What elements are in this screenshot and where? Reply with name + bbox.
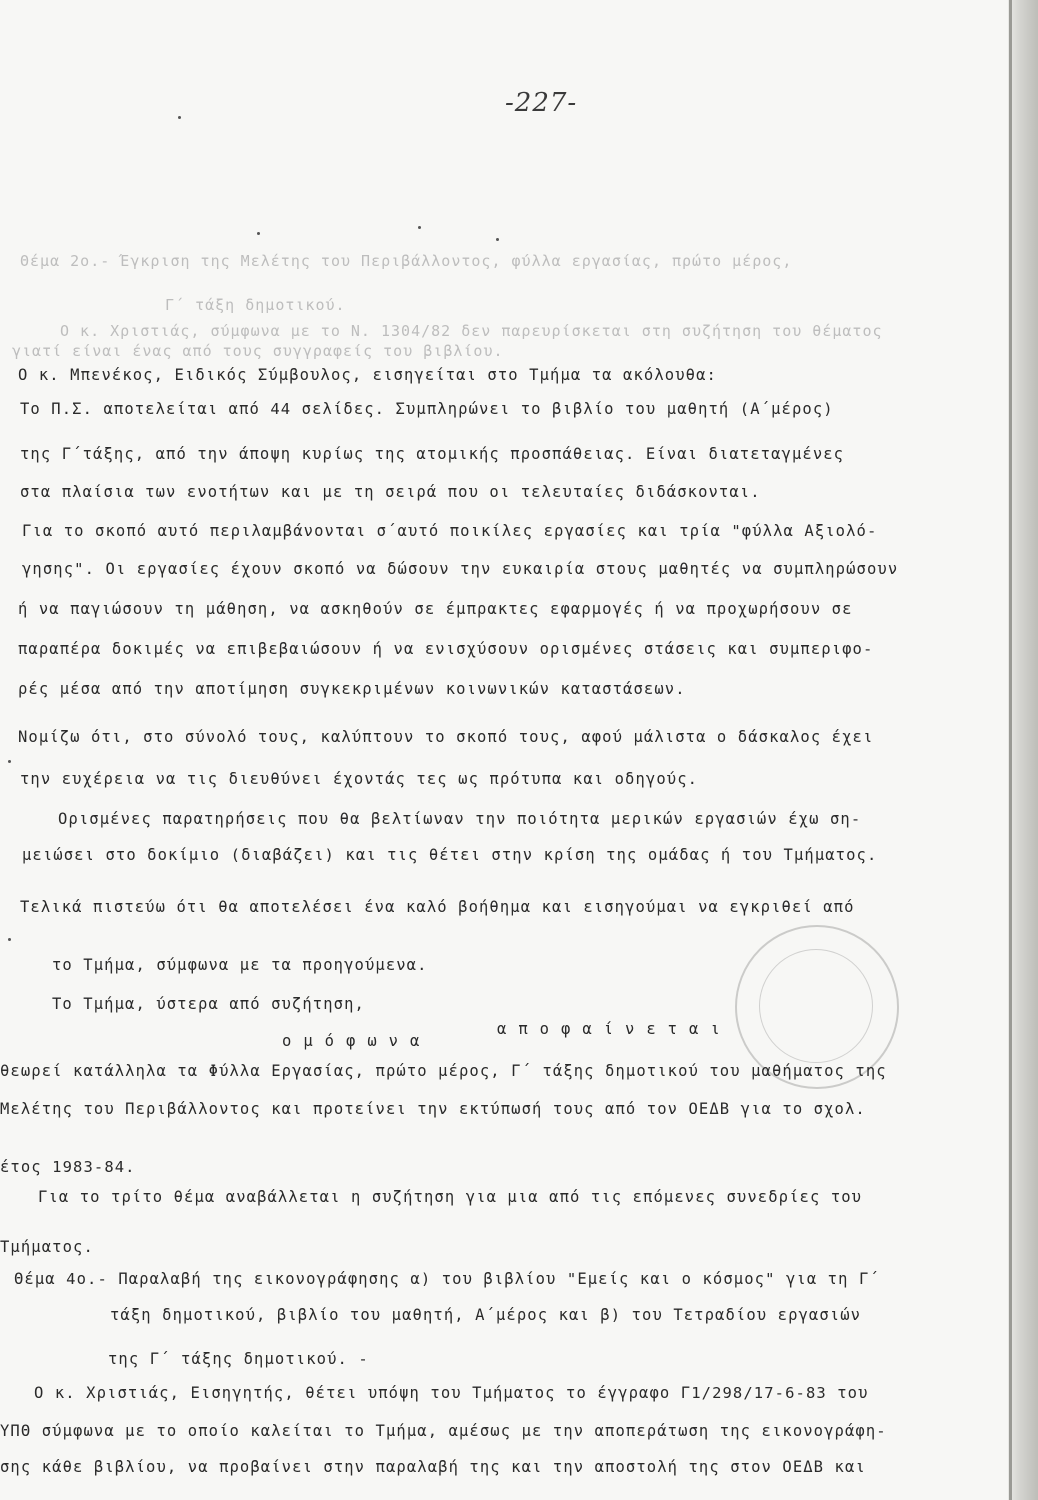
- text-line: έτος 1983-84.: [0, 1158, 136, 1176]
- text-line: Τμήματος.: [0, 1238, 94, 1256]
- text-line: θεωρεί κατάλληλα τα Φύλλα Εργασίας, πρώτο μέρος, Γ΄ τάξης δημοτικού του μαθήματος της: [0, 1062, 887, 1080]
- ghost-line: Θέμα 2ο.- Έγκριση της Μελέτης του Περιβάλλοντος, φύλλα εργασίας, πρώτο μέρος,: [20, 252, 793, 270]
- text-line: τάξη δημοτικού, βιβλίο του μαθητή, Α΄μέρος και β) του Τετραδίου εργασιών: [110, 1306, 862, 1324]
- ink-speck: [496, 238, 499, 241]
- text-line: Νομίζω ότι, στο σύνολό τους, καλύπτουν το σκοπό τους, αφού μάλιστα ο δάσκαλος έχει: [18, 728, 874, 746]
- ink-speck: [8, 760, 11, 763]
- ink-speck: [257, 232, 260, 235]
- text-line: γησης". Οι εργασίες έχουν σκοπό να δώσουν την ευκαιρία στους μαθητές να συμπληρώσουν: [22, 560, 899, 578]
- text-line: της Γ΄τάξης, από την άποψη κυρίως της ατομικής προσπάθειας. Είναι διατεταγμένες: [20, 445, 845, 463]
- ink-speck: [8, 938, 11, 941]
- ink-speck: [178, 116, 181, 119]
- text-line: Ορισμένες παρατηρήσεις που θα βελτίωναν την ποιότητα μερικών εργασιών έχω ση-: [58, 810, 862, 828]
- binding-edge: [1008, 0, 1038, 1500]
- ghost-line: Γ΄ τάξη δημοτικού.: [165, 296, 346, 314]
- text-line: Μελέτης του Περιβάλλοντος και προτείνει την εκτύπωσή τους από τον ΟΕΔΒ για το σχολ.: [0, 1100, 866, 1118]
- ink-speck: [418, 226, 421, 229]
- text-line: Το Τμήμα, ύστερα από συζήτηση,: [52, 995, 365, 1013]
- text-line: ρές μέσα από την αποτίμηση συγκεκριμένων κοινωνικών καταστάσεων.: [18, 680, 686, 698]
- text-line: Για το τρίτο θέμα αναβάλλεται η συζήτηση για μια από τις επόμενες συνεδρίες του: [38, 1188, 863, 1206]
- ghost-line: γιατί είναι ένας από τους συγγραφείς του βιβλίου.: [12, 342, 504, 360]
- binding-line: [1009, 0, 1012, 1500]
- text-line: μειώσει στο δοκίμιο (διαβάζει) και τις θέτει στην κρίση της ομάδας ή του Τμήματος.: [22, 846, 878, 864]
- text-line: Ο κ. Μπενέκος, Ειδικός Σύμβουλος, εισηγείται στο Τμήμα τα ακόλουθα:: [18, 366, 717, 384]
- text-line: Το Π.Σ. αποτελείται από 44 σελίδες. Συμπληρώνει το βιβλίο του μαθητή (Α΄μέρος): [20, 400, 834, 418]
- text-line: σης κάθε βιβλίου, να προβαίνει στην παραλαβή της και την αποστολή της στον ΟΕΔΒ και: [0, 1458, 866, 1476]
- text-line: ή να παγιώσουν τη μάθηση, να ασκηθούν σε έμπρακτες εφαρμογές ή να προχωρήσουν σε: [18, 600, 853, 618]
- decision-word-unanimous: ομόφωνα: [282, 1032, 432, 1050]
- decision-word-decides: αποφαίνεται: [497, 1020, 732, 1038]
- text-line: ΥΠΘ σύμφωνα με το οποίο καλείται το Τμήμα, αμέσως με την αποπεράτωση της εικονογράφη-: [0, 1422, 887, 1440]
- page-number: -227-: [505, 88, 578, 118]
- text-line: την ευχέρεια να τις διευθύνει έχοντάς τες ως πρότυπα και οδηγούς.: [20, 770, 699, 788]
- ghost-line: Ο κ. Χριστιάς, σύμφωνα με το Ν. 1304/82 δεν παρευρίσκεται στη συζήτηση του θέματος: [60, 322, 883, 340]
- text-line: Ο κ. Χριστιάς, Εισηγητής, θέτει υπόψη του Τμήματος το έγγραφο Γ1/298/17-6-83 του: [34, 1384, 869, 1402]
- text-line: παραπέρα δοκιμές να επιβεβαιώσουν ή να ενισχύσουν ορισμένες στάσεις και συμπεριφο-: [18, 640, 874, 658]
- text-line: στα πλαίσια των ενοτήτων και με τη σειρά που οι τελευταίες διδάσκονται.: [20, 483, 761, 501]
- text-line: Θέμα 4ο.- Παραλαβή της εικονογράφησης α) του βιβλίου "Εμείς και ο κόσμος" για τη Γ΄: [14, 1270, 880, 1288]
- text-line: της Γ΄ τάξης δημοτικού. -: [108, 1350, 369, 1368]
- text-line: το Τμήμα, σύμφωνα με τα προηγούμενα.: [52, 956, 428, 974]
- text-line: Τελικά πιστεύω ότι θα αποτελέσει ένα καλό βοήθημα και εισηγούμαι να εγκριθεί από: [20, 898, 855, 916]
- text-line: Για το σκοπό αυτό περιλαμβάνονται σ΄αυτό ποικίλες εργασίες και τρία "φύλλα Αξιολό-: [22, 522, 878, 540]
